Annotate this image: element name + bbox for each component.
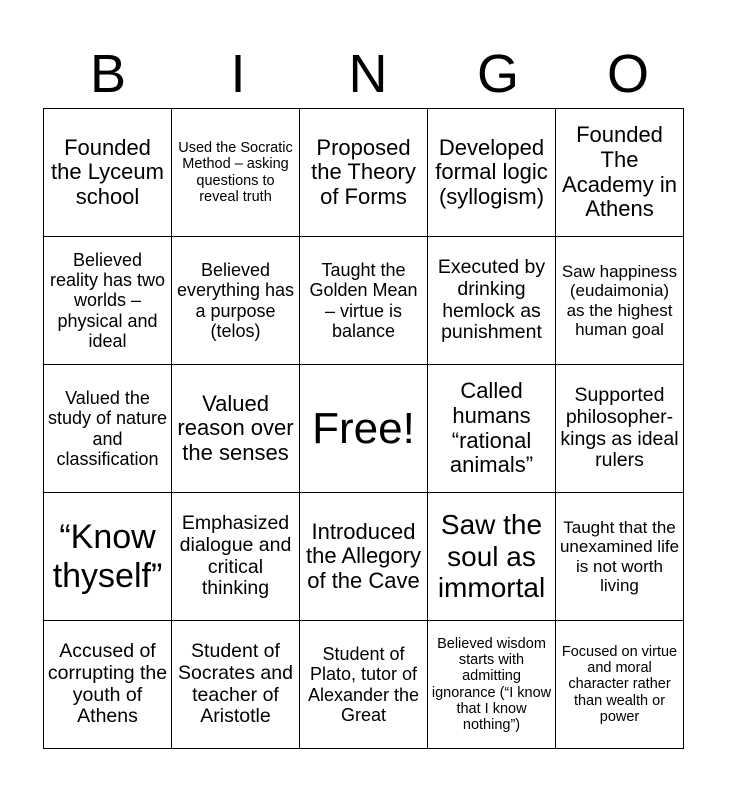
bingo-cell: Student of Plato, tutor of Alexander the Great [300,621,428,749]
bingo-cell: Saw happiness (eudaimonia) as the highest human goal [556,237,684,365]
bingo-cell: Developed formal logic (syllogism) [428,109,556,237]
header-letter-i: I [230,44,246,104]
bingo-cell: Valued reason over the senses [172,365,300,493]
bingo-cell: Focused on virtue and moral character rather than wealth or power [556,621,684,749]
bingo-cell: Taught that the unexamined life is not worth living [556,493,684,621]
bingo-cell: Founded the Lyceum school [44,109,172,237]
bingo-cell: Introduced the Allegory of the Cave [300,493,428,621]
bingo-header [43,40,693,108]
header-letter-g: G [476,44,519,104]
bingo-cell: Believed reality has two worlds – physical and ideal [44,237,172,365]
bingo-cell: Taught the Golden Mean – virtue is balance [300,237,428,365]
board-row [44,365,684,493]
bingo-cell: Called humans “rational animals” [428,365,556,493]
board-row [44,237,684,365]
bingo-cell: Saw the soul as immortal [428,493,556,621]
bingo-cell: Student of Socrates and teacher of Aristotle [172,621,300,749]
bingo-cell: Believed everything has a purpose (telos) [172,237,300,365]
bingo-cell: Emphasized dialogue and critical thinking [172,493,300,621]
header-letter-o: O [606,44,649,104]
bingo-cell: Valued the study of nature and classification [44,365,172,493]
bingo-cell: Accused of corrupting the youth of Athens [44,621,172,749]
header-letter-n: N [348,44,388,104]
bingo-cell: Proposed the Theory of Forms [300,109,428,237]
bingo-cell: Founded The Academy in Athens [556,109,684,237]
bingo-cell: Executed by drinking hemlock as punishment [428,237,556,365]
bingo-cell: “Know thyself” [44,493,172,621]
board-row [44,621,684,749]
free-cell: Free! [300,365,428,493]
header-letter-b: B [89,44,127,104]
bingo-board [43,108,684,749]
bingo-cell: Believed wisdom starts with admitting ignorance (“I know that I know nothing”) [428,621,556,749]
board-row [44,109,684,237]
bingo-cell: Used the Socratic Method – asking questions to reveal truth [172,109,300,237]
board-row [44,493,684,621]
bingo-cell: Supported philosopher-kings as ideal rulers [556,365,684,493]
